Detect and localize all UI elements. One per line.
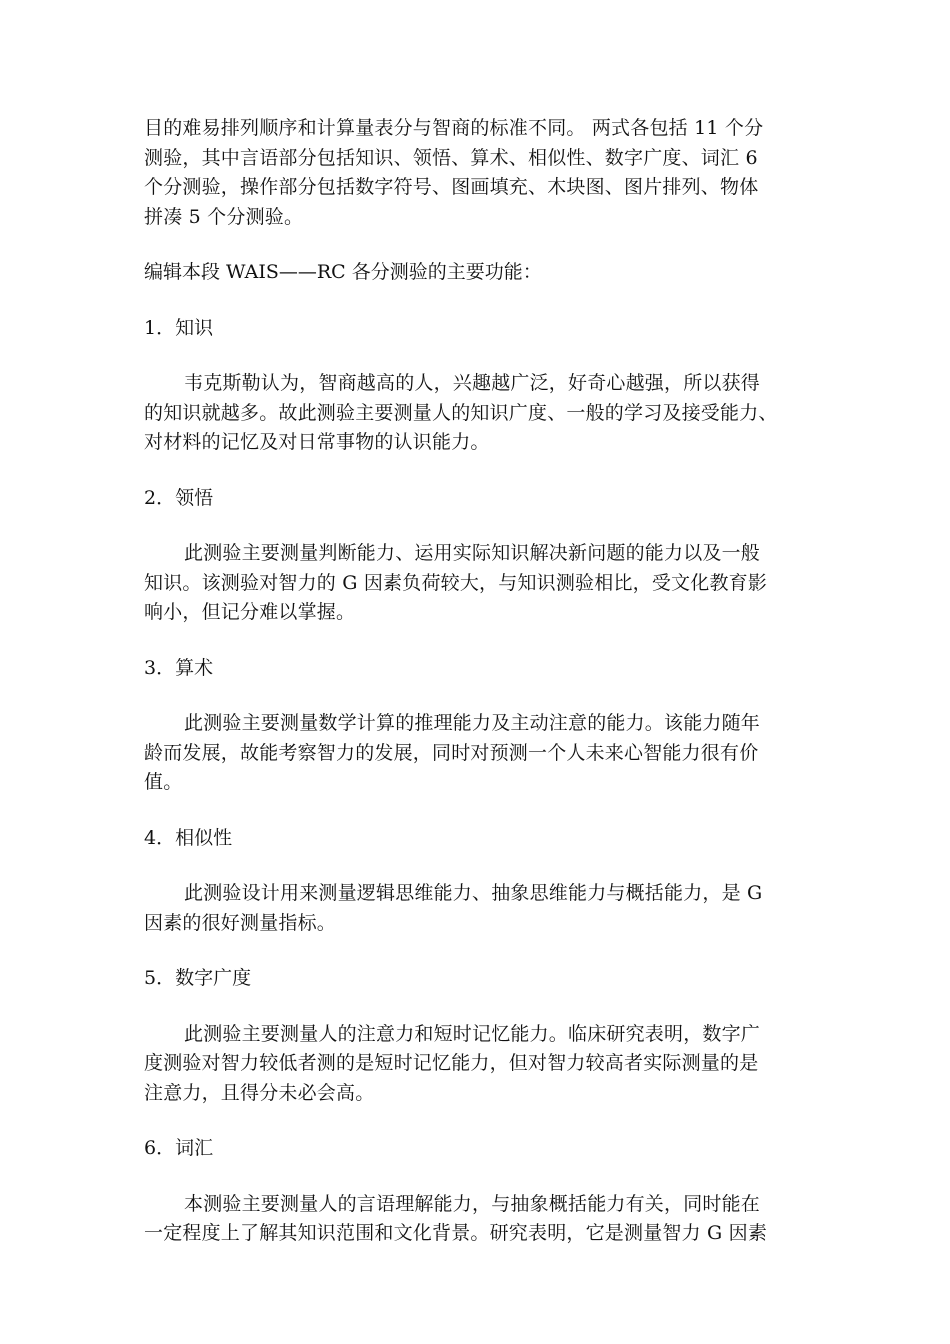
section-body-digit-span [144,1020,816,1109]
body-line: 注意力，且得分未必会高。 [144,1081,375,1104]
body-line: 因素的很好测量指标。 [144,911,337,934]
intro-line: 个分测验，操作部分包括数字符号、图画填充、木块图、图片排列、物体 [144,176,759,198]
body-line: 此测验主要测量判断能力、运用实际知识解决新问题的能力以及一般 [184,542,761,564]
section-heading-similarities: 4．相似性 [144,826,233,849]
section-title: 编辑本段 WAIS——RC 各分测验的主要功能： [144,261,542,283]
section-heading-arithmetic: 3．算术 [144,656,214,679]
section-heading-knowledge: 1．知识 [144,316,214,339]
section-body-arithmetic [144,709,816,798]
intro-paragraph [144,114,816,232]
body-line: 此测验主要测量人的注意力和短时记忆能力。临床研究表明，数字广 [184,1022,761,1045]
document-page [144,114,816,1275]
section-heading-digit-span: 5．数字广度 [144,967,252,989]
section-heading-vocabulary: 6．词汇 [144,1137,214,1159]
body-line: 韦克斯勒认为，智商越高的人，兴趣越广泛，好奇心越强，所以获得 [184,372,761,394]
body-line: 的知识就越多。故此测验主要测量人的知识广度、一般的学习及接受能力、 [144,401,778,424]
intro-line: 目的难易排列顺序和计算量表分与智商的标准不同。 两式各包括 11 个分 [144,117,764,139]
body-line: 度测验对智力较低者测的是短时记忆能力，但对智力较高者实际测量的是 [144,1052,759,1074]
body-line: 此测验设计用来测量逻辑思维能力、抽象思维能力与概括能力，是 G [184,882,763,904]
section-body-similarities [144,879,816,938]
body-line: 知识。该测验对智力的 G 因素负荷较大，与知识测验相比，受文化教育影 [144,571,768,594]
body-line: 本测验主要测量人的言语理解能力，与抽象概括能力有关，同时能在 [184,1192,761,1215]
body-line: 值。 [144,771,183,793]
body-line: 一定程度上了解其知识范围和文化背景。研究表明，它是测量智力 G 因素 [144,1222,768,1244]
intro-line: 拼凑 5 个分测验。 [144,205,304,228]
body-line: 此测验主要测量数学计算的推理能力及主动注意的能力。该能力随年 [184,712,761,734]
intro-line: 测验，其中言语部分包括知识、领悟、算术、相似性、数字广度、词汇 6 [144,146,758,169]
section-heading-comprehension: 2．领悟 [144,486,214,509]
section-body-knowledge [144,369,816,458]
section-body-vocabulary [144,1190,816,1249]
section-body-comprehension [144,539,816,628]
body-line: 龄而发展，故能考察智力的发展，同时对预测一个人未来心智能力很有价 [144,741,759,764]
body-line: 响小，但记分难以掌握。 [144,601,356,623]
body-line: 对材料的记忆及对日常事物的认识能力。 [144,431,490,453]
